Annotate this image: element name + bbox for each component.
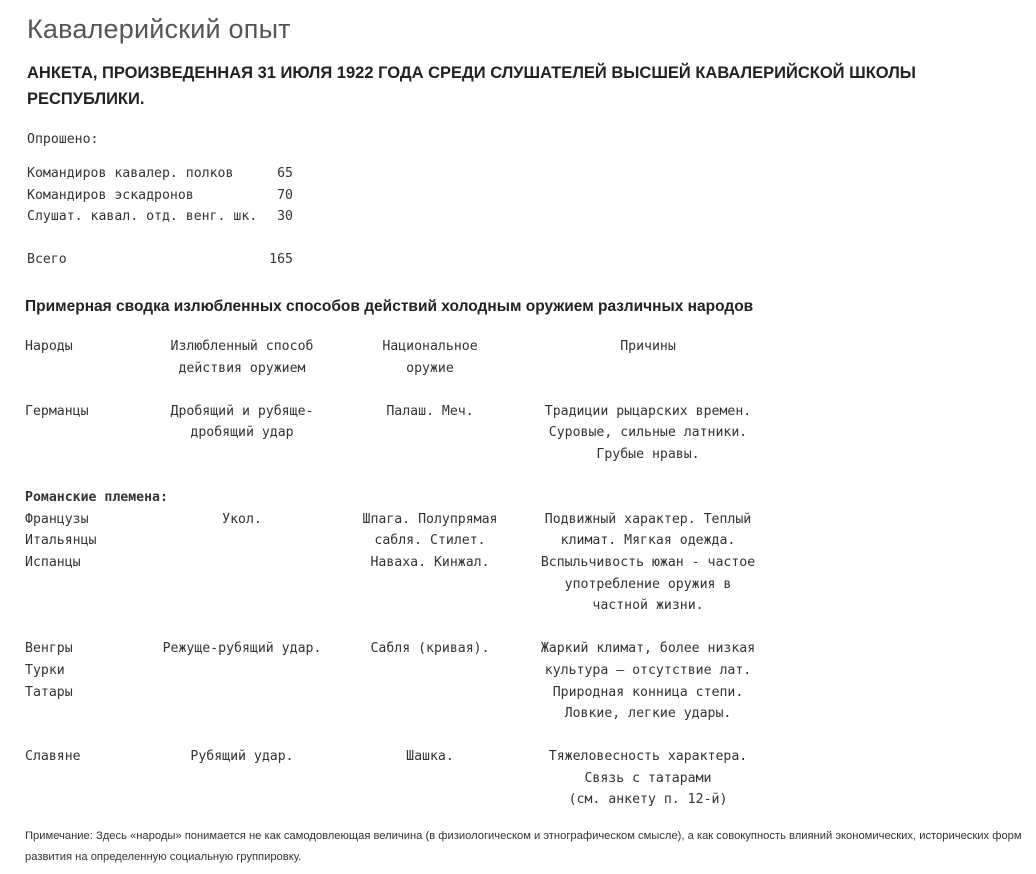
cell-peoples: [25, 746, 142, 811]
cell-reasons: [518, 401, 778, 466]
table-header: [25, 336, 805, 379]
document-heading: АНКЕТА, ПРОИЗВЕДЕННАЯ 31 ИЮЛЯ 1922 ГОДА СРЕДИ СЛУШАТЕЛЕЙ ВЫСШЕЙ КАВАЛЕРИЙСКОЙ ШКОЛЫ РЕСПУБЛИКИ.: [27, 64, 916, 108]
cell-line: Наваха. Кинжал.: [370, 554, 490, 570]
table-group: [25, 401, 805, 466]
cell-line: Сабля (кривая).: [370, 641, 490, 657]
cell-weapon: [342, 638, 518, 724]
cell-line: Турки: [25, 662, 65, 678]
stat-row: [27, 185, 293, 207]
table-row: [25, 746, 805, 811]
cell-line: климат. Мягкая одежда.: [560, 533, 736, 549]
cell-method: [142, 509, 342, 617]
cell-line: Национальное: [382, 339, 478, 354]
cell-peoples: [25, 509, 142, 617]
cell-line: Традиции рыцарских времен.: [544, 403, 752, 419]
table-group: [25, 638, 805, 724]
table-row: [25, 638, 805, 724]
cell-line: Вспыльчивость южан - частое: [540, 554, 756, 570]
table-group: [25, 487, 805, 617]
cell-line: Испанцы: [25, 554, 81, 570]
stat-row: [27, 206, 293, 228]
section-title: Примерная сводка излюбленных способов действий холодным оружием различных народов: [25, 298, 754, 315]
page-title: Кавалерийский опыт: [27, 14, 291, 44]
cell-reasons: [518, 509, 778, 617]
cell-method: [142, 638, 342, 724]
cell-line: Палаш. Меч.: [386, 403, 474, 419]
cell-line: Венгры: [25, 641, 73, 657]
surveyed-label: Опрошено:: [27, 132, 99, 147]
stat-label: Слушат. кавал. отд. венг. шк.: [27, 209, 258, 225]
cell-line: дробящий удар: [190, 425, 294, 441]
cell-line: Славяне: [25, 749, 81, 765]
cell-reasons: [518, 746, 778, 811]
cell-peoples: [25, 638, 142, 724]
footnote: Примечание: Здесь «народы» понимается не как самодовлеющая величина (в физиологическом и этнографическом смысле), а как совокупность влияний экономических, исторических форм развития на определенную социальную группировку.: [25, 830, 1022, 863]
cell-line: оружие: [406, 360, 454, 376]
total-row: [27, 249, 293, 271]
weapons-table: [25, 336, 805, 833]
cell-line: Итальянцы: [25, 533, 97, 549]
cell-line: употребление оружия в: [564, 576, 732, 592]
cell-line: сабля. Стилет.: [374, 533, 486, 549]
cell-weapon: [342, 509, 518, 617]
stat-value: 70: [277, 187, 293, 203]
cell-line: частной жизни.: [592, 598, 704, 614]
table-group: [25, 746, 805, 811]
cell-weapon: [342, 336, 518, 379]
cell-line: Связь с татарами: [584, 770, 712, 786]
cell-line: Татары: [25, 684, 73, 700]
table-row: [25, 336, 805, 379]
cell-line: Народы: [25, 339, 73, 354]
cell-line: Германцы: [25, 403, 89, 419]
stat-value: 30: [277, 209, 293, 225]
survey-stats: [27, 163, 293, 271]
cell-line: Грубые нравы.: [596, 446, 700, 462]
cell-line: Жаркий климат, более низкая: [540, 641, 756, 657]
cell-line: Тяжеловесность характера.: [548, 749, 748, 765]
cell-method: [142, 336, 342, 379]
cell-reasons: [518, 638, 778, 724]
cell-line: Режуще-рубящий удар.: [162, 641, 322, 657]
cell-line: Шашка.: [406, 749, 454, 765]
cell-line: Причины: [620, 339, 676, 354]
cell-line: Французы: [25, 511, 89, 527]
stat-label: Командиров кавалер. полков: [27, 166, 234, 181]
cell-line: Ловкие, легкие удары.: [564, 706, 732, 722]
stat-value: 65: [277, 166, 293, 181]
stat-label: Командиров эскадронов: [27, 187, 194, 203]
group-label: Романские племена:: [25, 490, 168, 506]
cell-line: Излюбленный способ: [170, 339, 314, 354]
cell-line: Рубящий удар.: [190, 749, 294, 765]
table-row: [25, 509, 805, 617]
cell-line: Суровые, сильные латники.: [548, 425, 748, 441]
cell-line: Природная конница степи.: [552, 684, 744, 700]
cell-line: Подвижный характер. Теплый: [544, 511, 752, 527]
cell-method: [142, 746, 342, 811]
cell-weapon: [342, 401, 518, 466]
cell-line: Дробящий и рубяще-: [170, 403, 314, 419]
cell-line: Укол.: [222, 511, 262, 527]
total-value: 165: [269, 252, 293, 268]
cell-peoples: [25, 336, 142, 379]
cell-line: Шпага. Полупрямая: [362, 511, 498, 527]
cell-peoples: [25, 401, 142, 466]
stat-row: [27, 163, 293, 185]
cell-line: культура — отсутствие лат.: [544, 662, 752, 678]
cell-reasons: [518, 336, 778, 379]
cell-method: [142, 401, 342, 466]
cell-line: (см. анкету п. 12-й): [568, 792, 728, 808]
table-row: [25, 401, 805, 466]
cell-weapon: [342, 746, 518, 811]
total-label: Всего: [27, 252, 67, 268]
cell-line: действия оружием: [178, 360, 306, 376]
